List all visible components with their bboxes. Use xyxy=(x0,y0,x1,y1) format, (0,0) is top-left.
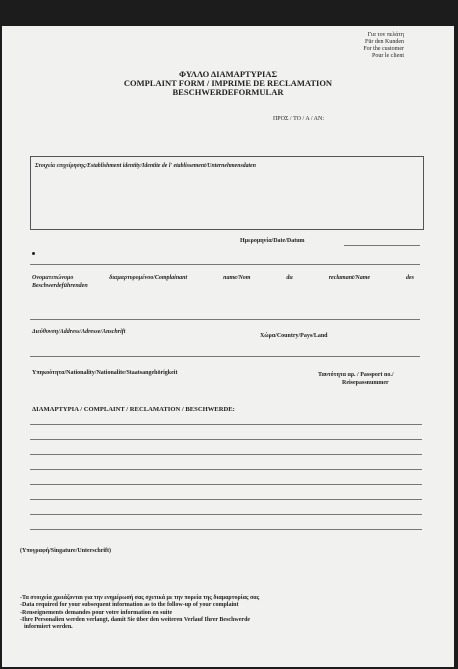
note-french: -Renseignements demandes pour votre information en suite xyxy=(20,609,173,616)
to-label: ΠΡΟΣ / TO / A / AN: xyxy=(272,116,324,122)
title-greek: ΦΥΛΛΟ ΔΙΑΜΑΡΤΥΡΙΑΣ xyxy=(178,69,278,79)
note-english: -Data required for your subsequent information as to the follow-up of your complaint xyxy=(20,602,239,609)
establishment-label: Στοιχεία επιχείρησης/Establishment identity/Identite de l' etablissement/Unternehmensdaten xyxy=(35,163,256,169)
complainant-field-line[interactable] xyxy=(30,264,420,265)
nationality-field-line[interactable] xyxy=(30,356,420,357)
title-english-french: COMPLAINT FORM / IMPRIME DE RECLAMATION xyxy=(123,78,333,88)
date-field-line[interactable] xyxy=(344,245,420,246)
complaint-line[interactable] xyxy=(30,529,422,530)
copy-note-greek: Για τον πελάτη xyxy=(367,32,404,38)
note-german-cont: informiert werden. xyxy=(24,624,73,631)
address-label: Διεύθυνση/Address/Adresse/Anschrift xyxy=(32,329,126,335)
complainant-label-line2: Beschwerdeführenden xyxy=(32,283,88,289)
copy-note-german: Für den Kunden xyxy=(365,39,404,45)
complaint-line[interactable] xyxy=(30,499,422,500)
copy-note-french: Pour le client xyxy=(372,53,404,59)
data-usage-notes xyxy=(20,595,430,631)
complaint-line[interactable] xyxy=(30,469,422,470)
country-label: Χώρα/Country/Pays/Land xyxy=(260,333,328,339)
note-german: -Ihre Personalien werden verlangt, damit Sie über den weiteren Verlauf Ihrer Beschwerde xyxy=(20,616,251,623)
address-field-line[interactable] xyxy=(30,319,420,320)
title-german: BESCHWERDEFORMULAR xyxy=(172,87,284,97)
complaint-line[interactable] xyxy=(30,484,422,485)
establishment-box[interactable] xyxy=(30,156,424,230)
complaint-heading: ΔΙΑΜΑΡΤΥΡΙΑ / COMPLAINT / RECLAMATION / BESCHWERDE: xyxy=(32,406,235,413)
copy-note xyxy=(363,32,404,60)
complaint-line[interactable] xyxy=(30,514,422,515)
form-title xyxy=(2,70,454,97)
note-greek: -Τα στοιχεία χρειάζονται για την ενημέρωσή σας σχετικά με την πορεία της διαμαρτυρίας σας xyxy=(20,595,260,601)
bullet-dot xyxy=(32,252,35,255)
complaint-line[interactable] xyxy=(30,454,422,455)
nationality-label: Υπηκοότητα/Nationality/Nationalite/Staatsangehörigkeit xyxy=(32,370,178,376)
signature-label: (Υπογραφή/Singature/Unterschrift) xyxy=(20,548,112,554)
passport-label-line1: Ταυτότητα αρ. / Passport no./ xyxy=(318,372,394,378)
complaint-line[interactable] xyxy=(30,424,422,425)
date-label: Ημερομηνία/Date/Datum xyxy=(240,238,305,244)
complainant-label-line1: Ονοματεπώνυμο διαμαρτυρομένου/Complainant name/Nom du reclamant/Name des xyxy=(32,275,414,281)
passport-label-line2: Reisepassnummer xyxy=(342,380,389,386)
complaint-form-sheet xyxy=(2,26,454,667)
copy-note-english: For the customer xyxy=(363,46,404,52)
complaint-line[interactable] xyxy=(30,439,422,440)
